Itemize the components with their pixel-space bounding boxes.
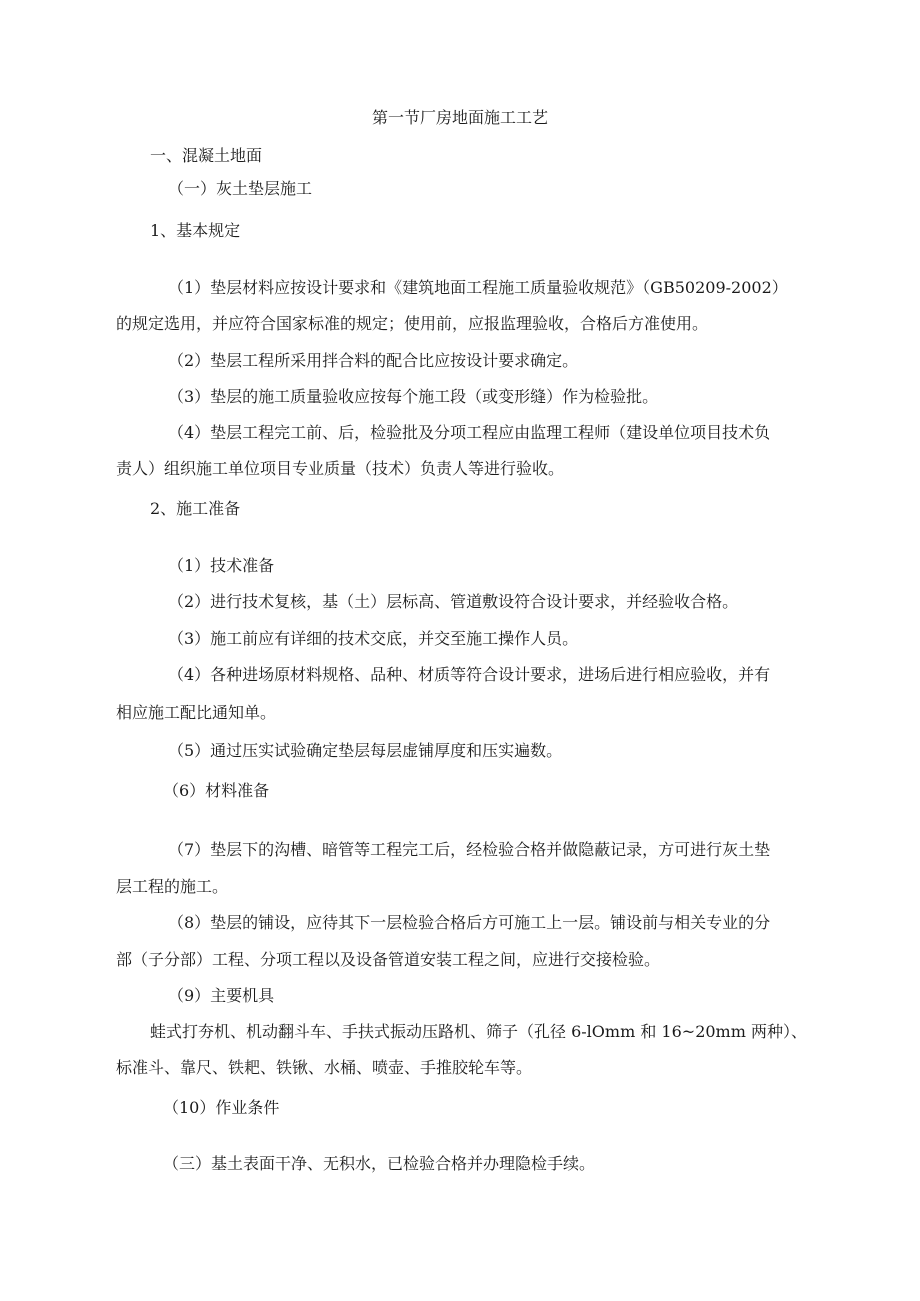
paragraph-line: 层工程的施工。	[116, 877, 229, 896]
paragraph-line: （2）进行技术复核，基（土）层标高、管道敷设符合设计要求，并经验收合格。	[168, 592, 739, 611]
paragraph-line: （8）垫层的铺设，应待其下一层检验合格后方可施工上一层。铺设前与相关专业的分	[168, 913, 771, 932]
subsection-heading: （一）灰土垫层施工	[168, 179, 313, 198]
paragraph-line: （4）垫层工程完工前、后，检验批及分项工程应由监理工程师（建设单位项目技术负	[168, 423, 771, 442]
paragraph-line: （4）各种进场原材料规格、品种、材质等符合设计要求，进场后进行相应验收，并有	[168, 665, 771, 684]
paragraph-line: （5）通过压实试验确定垫层每层虚铺厚度和压实遍数。	[168, 741, 563, 760]
item-heading: 1、基本规定	[150, 221, 241, 240]
paragraph-line: 相应施工配比通知单。	[116, 703, 277, 722]
paragraph-line: （10）作业条件	[163, 1098, 280, 1117]
paragraph-line: 责人）组织施工单位项目专业质量（技术）负责人等进行验收。	[116, 459, 565, 478]
paragraph-line: （6）材料准备	[163, 781, 270, 800]
paragraph-line: 的规定选用，并应符合国家标准的规定；使用前，应报监理验收，合格后方准使用。	[116, 314, 709, 333]
paragraph-line: 部（子分部）工程、分项工程以及设备管道安装工程之间，应进行交接检验。	[116, 950, 661, 969]
item-heading: 2、施工准备	[150, 499, 241, 518]
paragraph-line: （1）技术准备	[168, 556, 275, 575]
paragraph-line: （2）垫层工程所采用拌合料的配合比应按设计要求确定。	[168, 351, 579, 370]
page-title: 第一节厂房地面施工工艺	[371, 108, 548, 127]
paragraph-line: （9）主要机具	[168, 986, 275, 1005]
paragraph-line: 标准斗、靠尺、铁耙、铁锹、水桶、喷壶、手推胶轮车等。	[116, 1058, 533, 1077]
paragraph-line: （3）垫层的施工质量验收应按每个施工段（或变形缝）作为检验批。	[168, 387, 659, 406]
section-heading: 一、混凝土地面	[150, 146, 263, 165]
paragraph-line: （1）垫层材料应按设计要求和《建筑地面工程施工质量验收规范》（GB50209-2002）	[168, 278, 788, 297]
paragraph-line: （三）基土表面干净、无积水，已检验合格并办理隐检手续。	[163, 1154, 596, 1173]
paragraph-line: 蛙式打夯机、机动翻斗车、手扶式振动压路机、筛子（孔径 6-lOmm 和 16~20mm 两种）、	[150, 1022, 807, 1041]
paragraph-line: （7）垫层下的沟槽、暗管等工程完工后，经检验合格并做隐蔽记录，方可进行灰土垫	[168, 840, 771, 859]
paragraph-line: （3）施工前应有详细的技术交底，并交至施工操作人员。	[168, 629, 579, 648]
